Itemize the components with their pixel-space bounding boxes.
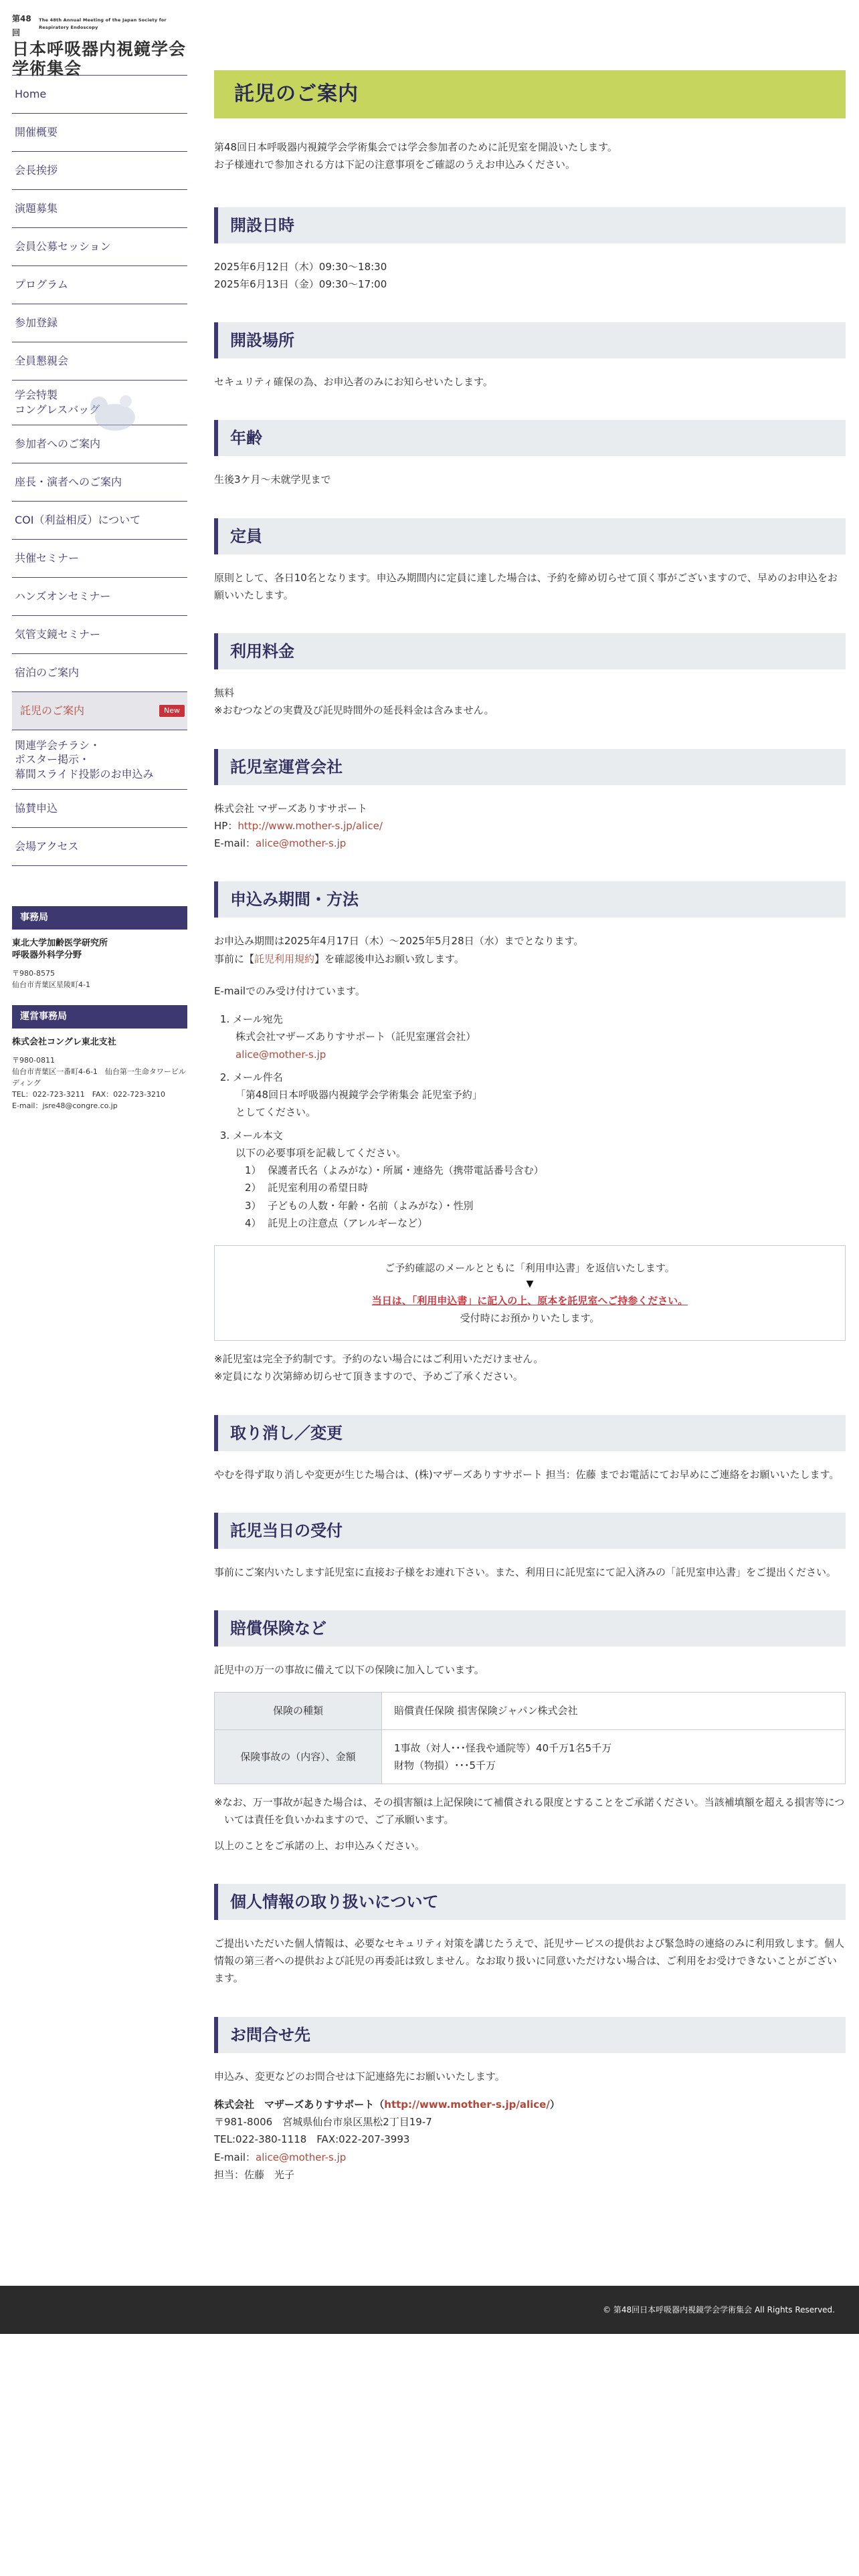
- apply-steps: [214, 1010, 846, 1232]
- operator-hp-row: HP：http://www.mother-s.jp/alice/: [214, 819, 383, 832]
- section-heading: 申込み期間・方法: [214, 881, 846, 918]
- section-apply: [214, 881, 846, 1385]
- section-operator: [214, 749, 846, 853]
- nav-link[interactable]: 気管支鏡セミナー: [15, 628, 101, 641]
- place-text: セキュリティ確保の為、お申込者のみにお知らせいたします。: [214, 376, 493, 388]
- office-name: 株式会社コングレ東北支社: [12, 1037, 116, 1047]
- contact-mail-link[interactable]: alice@mother-s.jp: [256, 2151, 347, 2163]
- list-item: 4） 託児上の注意点（アレルギーなど）: [245, 1216, 428, 1229]
- apply-email-only: E-mailでのみ受け付けています。: [214, 984, 365, 997]
- logo-title: 日本呼吸器内視鏡学会学術集会: [12, 39, 187, 78]
- section-heading: 年齢: [214, 420, 846, 456]
- nav-link[interactable]: COI（利益相反）について: [15, 514, 141, 527]
- lead-text: 第48回日本呼吸器内視鏡学会学術集会では学会参加者のために託児室を開設いたします。 お子様連れで参加される方は下記の注意事項をご確認のうえお申込みください。: [214, 141, 617, 171]
- nav-item-chairs-speakers: [12, 463, 187, 502]
- notice-box: [214, 1245, 846, 1341]
- page-title: 託児のご案内: [214, 70, 846, 118]
- nav-item-hands-on: [12, 578, 187, 616]
- insurance-table: [214, 1692, 846, 1784]
- nav-item-childcare: [12, 692, 187, 730]
- operator-hp-link[interactable]: http://www.mother-s.jp/alice/: [237, 819, 383, 832]
- contact-intro: 申込み、変更などのお問合せは下記連絡先にお願いいたします。: [214, 2070, 505, 2082]
- nav-item-flyers: [12, 730, 187, 790]
- new-badge: New: [159, 705, 185, 718]
- notice-line-1: ご予約確認のメールとともに「利用申込書」を返信いたします。: [385, 1262, 675, 1274]
- nav-item-access: [12, 828, 187, 866]
- contact-person: 担当：佐藤 光子: [214, 2168, 295, 2181]
- mascot-illustration: [84, 391, 140, 433]
- nav-link[interactable]: 協賛申込: [15, 802, 58, 815]
- main-content: [214, 70, 846, 2183]
- contact-mail-row: E-mail：alice@mother-s.jp: [214, 2151, 347, 2163]
- nav-link[interactable]: 関連学会チラシ・ ポスター掲示・ 幕間スライド投影のお申込み: [15, 738, 154, 780]
- nav-item-greeting: [12, 152, 187, 190]
- section-heading: 取り消し／変更: [214, 1415, 846, 1451]
- nav-link[interactable]: 全員懇親会: [15, 354, 69, 368]
- insurance-intro: 託児中の万一の事故に備えて以下の保険に加入しています。: [214, 1664, 484, 1677]
- nav-link[interactable]: 参加登録: [15, 316, 58, 330]
- contact-url-link[interactable]: http://www.mother-s.jp/alice/: [384, 2098, 550, 2111]
- capacity-text: 原則として、各日10名となります。申込み期間内に定員に達した場合は、予約を締め切らせて頂く事がございますので、早めのお申込をお願いいたします。: [214, 571, 838, 601]
- insurance-note: ※なお、万一事故が起きた場合は、その損害額は上記保険にて補償される限度とすることをご承諾ください。当該補填額を超える損害等については責任を負いかねますので、ご了承願います。: [214, 1796, 845, 1826]
- section-fee: [214, 633, 846, 720]
- nav-link[interactable]: 宿泊のご案内: [15, 666, 80, 679]
- contact-company: 株式会社 マザーズありすサポート（http://www.mother-s.jp/alice/）: [214, 2098, 560, 2111]
- operating-office-box: [12, 1005, 187, 1111]
- nav-item-coi: [12, 502, 187, 540]
- table-header-cell: 保険事故の（内容）、金額: [215, 1729, 382, 1784]
- operator-mail-row: E-mail：alice@mother-s.jp: [214, 837, 347, 849]
- office-detail: 〒980-8575 仙台市青葉区星陵町4-1: [12, 969, 90, 990]
- section-heading: 利用料金: [214, 633, 846, 669]
- operator-mail-link[interactable]: alice@mother-s.jp: [256, 837, 347, 849]
- office-heading: 運営事務局: [12, 1005, 187, 1029]
- required-items-list: [235, 1162, 846, 1232]
- section-capacity: [214, 518, 846, 605]
- dates-text: 2025年6月12日（木）09:30～18:30 2025年6月13日（金）09:30～17:00: [214, 260, 387, 290]
- section-heading: 個人情報の取り扱いについて: [214, 1884, 846, 1920]
- insurance-closing: 以上のことをご承諾の上、お申込みください。: [214, 1839, 425, 1852]
- section-cancel: [214, 1415, 846, 1483]
- logo-number: 第48回: [12, 14, 31, 37]
- main-nav: [12, 75, 187, 866]
- nav-item-reception-party: [12, 342, 187, 381]
- nav-item-overview: [12, 114, 187, 152]
- contact-address: 〒981-8006 宮城県仙台市泉区黒松2丁目19-7 TEL:022-380-1118 FAX:022-207-3993: [214, 2116, 432, 2146]
- table-row: [215, 1729, 846, 1784]
- section-reception: [214, 1513, 846, 1581]
- nav-item-registration: [12, 304, 187, 342]
- copyright: © 第48回日本呼吸器内視鏡学会学術集会 All Rights Reserved.: [603, 2304, 835, 2315]
- fee-text: 無料 ※おむつなどの実費及び託児時間外の延長料金は含みません。: [214, 687, 494, 717]
- nav-link[interactable]: 開催概要: [15, 126, 58, 139]
- section-heading: 託児室運営会社: [214, 749, 846, 785]
- nav-link[interactable]: 学会特製 コングレスバッグ: [15, 389, 100, 416]
- nav-link[interactable]: 会員公募セッション: [15, 240, 111, 253]
- nav-link[interactable]: 会場アクセス: [15, 840, 79, 853]
- nav-link[interactable]: 参加者へのご案内: [15, 437, 101, 451]
- site-footer: [0, 2286, 859, 2334]
- nav-item-sponsorship: [12, 790, 187, 828]
- office-name: 東北大学加齢医学研究所 呼吸器外科学分野: [12, 938, 108, 961]
- list-item: 3） 子どもの人数・年齢・名前（よみがな）・性別: [245, 1199, 474, 1212]
- nav-item-member-session: [12, 228, 187, 266]
- table-cell: 1事故（対人･･･怪我や通院等）40千万1名5千万 財物（物損）･･･5千万: [382, 1729, 846, 1784]
- section-heading: 賠償保険など: [214, 1610, 846, 1646]
- logo-english: The 48th Annual Meeting of the Japan Society for Respiratory Endoscopy: [39, 17, 167, 31]
- nav-link[interactable]: 会長挨拶: [15, 164, 58, 177]
- nav-link[interactable]: Home: [15, 88, 47, 101]
- secretariat-box: [12, 906, 187, 990]
- nav-item-abstracts: [12, 190, 187, 228]
- section-heading: お問合せ先: [214, 2017, 846, 2053]
- privacy-text: ご提出いただいた個人情報は、必要なセキュリティ対策を講じたうえで、託児サービスの提供および緊急時の連絡のみに利用致します。個人情報の第三者への提供および託児の再委託は致しません。なお取り扱いに同意いただけない場合は、ご利用をお受けできないことがございます。: [214, 1937, 845, 1985]
- nav-link[interactable]: 座長・演者へのご案内: [15, 475, 122, 489]
- nav-link[interactable]: ハンズオンセミナー: [15, 590, 111, 603]
- section-place: [214, 322, 846, 391]
- reception-text: 事前にご案内いたします託児室に直接お子様をお連れ下さい。また、利用日に託児室にて記入済みの「託児室申込書」をご提出ください。: [214, 1566, 837, 1578]
- office-detail: 〒980-0811 仙台市青葉区一番町4-6-1 仙台第一生命タワービルディング TEL：022-723-3211 FAX：022-723-3210 E-mail：jsre48@congre.co.jp: [12, 1055, 186, 1110]
- operator-info: [214, 800, 846, 853]
- section-contact: [214, 2017, 846, 2184]
- step-item: 3. メール本文 以下の必要事項を記載してください。 1） 保護者氏名（よみがな）・所属・連絡先（携帯電話番号含む） 2） 託児室利用の希望日時 3） 子どもの人数・年齢・名前（よみがな）・性別 4） 託児上の注意点（アレルギーなど）: [233, 1127, 846, 1232]
- rules-link[interactable]: 託児利用規約: [254, 952, 315, 965]
- cancel-text: やむを得ず取り消しや変更が生じた場合は、(株)マザーズありすサポート 担当：佐藤 までお電話にてお早めにご連絡をお願いいたします。: [214, 1468, 840, 1481]
- section-dates: [214, 207, 846, 294]
- nav-item-bronchoscopy-seminar: [12, 616, 187, 654]
- nav-link[interactable]: 演題募集: [15, 202, 58, 215]
- list-item: 2） 託児室利用の希望日時: [245, 1182, 369, 1194]
- apply-notes: ※託児室は完全予約制です。予約のない場合にはご利用いただけません。 ※定員になり次第締め切らせて頂きますので、予めご了承ください。: [214, 1353, 544, 1383]
- nav-item-cosponsored-seminar: [12, 540, 187, 578]
- nav-item-home: [12, 76, 187, 114]
- operator-company: 株式会社 マザーズありすサポート: [214, 802, 368, 815]
- apply-rules: 事前に【託児利用規約】を確認後申込お願い致します。: [214, 952, 464, 965]
- table-row: [215, 1693, 846, 1729]
- nav-link[interactable]: プログラム: [15, 278, 68, 292]
- nav-link-active[interactable]: 託児のご案内 New: [12, 692, 187, 730]
- step-item: 1. メール宛先 株式会社マザーズありすサポート（託児室運営会社） alice@mother-s.jp: [233, 1010, 846, 1063]
- nav-link[interactable]: 共催セミナー: [15, 552, 80, 565]
- nav-item-accommodation: [12, 654, 187, 692]
- notice-line-3: 受付時にお預かりいたします。: [460, 1311, 600, 1324]
- table-cell: 賠償責任保険 損害保険ジャパン株式会社: [382, 1693, 846, 1729]
- list-item: 1） 保護者氏名（よみがな）・所属・連絡先（携帯電話番号含む）: [245, 1164, 544, 1176]
- section-insurance: [214, 1610, 846, 1854]
- nav-item-program: [12, 266, 187, 304]
- section-heading: 託児当日の受付: [214, 1513, 846, 1549]
- section-age: [214, 420, 846, 488]
- section-heading: 開設日時: [214, 207, 846, 243]
- step-item: 2. メール件名 「第48回日本呼吸器内視鏡学会学術集会 託児室予約」 としてください。: [233, 1069, 846, 1121]
- step-mail-link[interactable]: alice@mother-s.jp: [235, 1048, 326, 1061]
- notice-alert: 当日は、「利用申込書」に記入の上、原本を託児室へご持参ください。: [371, 1294, 688, 1307]
- sidebar: [12, 12, 187, 1111]
- apply-period: お申込み期間は2025年4月17日（木）～2025年5月28日（水）までとなります。: [214, 935, 584, 948]
- office-heading: 事務局: [12, 906, 187, 930]
- section-privacy: [214, 1884, 846, 1988]
- section-heading: 定員: [214, 518, 846, 554]
- down-arrow-icon: ▼: [526, 1279, 534, 1290]
- age-text: 生後3ケ月～未就学児まで: [214, 473, 331, 486]
- section-heading: 開設場所: [214, 322, 846, 358]
- site-logo[interactable]: [12, 12, 187, 78]
- table-header-cell: 保険の種類: [215, 1693, 382, 1729]
